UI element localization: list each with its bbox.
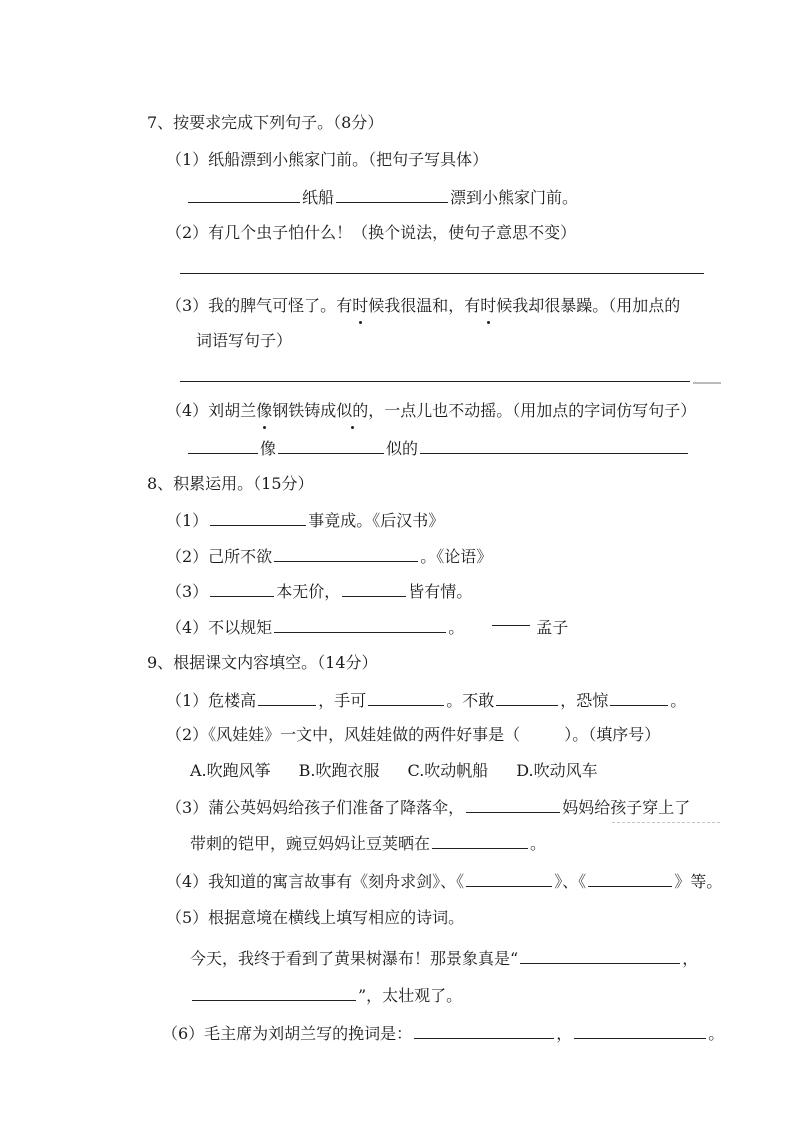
q8-4-text: （4）不以规矩 (166, 618, 273, 637)
q9-5-prompt: （5）根据意境在横线上填写相应的诗词。 (166, 908, 465, 927)
q7-3-prompt-cont: 词语写句子） (196, 331, 293, 350)
q9-1-text-5: 。 (670, 691, 687, 710)
q7-3-prompt (166, 295, 680, 317)
q9-1-text-3: 。不敢 (446, 691, 495, 710)
answer-blank[interactable] (588, 870, 672, 887)
q8-4 (166, 616, 568, 639)
answer-blank[interactable] (520, 947, 680, 964)
answer-blank[interactable] (496, 689, 558, 706)
answer-blank[interactable] (258, 689, 316, 706)
q9-6-text-2: ， (556, 1024, 573, 1043)
q8-2-text: （2）己所不欲 (166, 547, 273, 566)
answer-blank[interactable] (192, 984, 356, 1001)
option-a: A.吹跑风筝 (190, 761, 271, 780)
q7-3-dotted-2: 有时候 (464, 296, 513, 315)
q9-6-text-3: 。 (708, 1024, 725, 1043)
answer-blank[interactable] (414, 1022, 554, 1039)
q9-4 (166, 870, 722, 893)
q9-5-text-2: ， (682, 949, 699, 968)
q7-4-dotted-1: 像 (256, 401, 273, 420)
q9-2 (166, 724, 660, 746)
answer-blank[interactable] (274, 616, 446, 633)
answer-blank[interactable] (420, 437, 688, 454)
option-b: B.吹跑衣服 (298, 761, 380, 780)
q9-4-text-2: 》、《 (554, 872, 587, 891)
q7-3-text-1: （3）我的脾气可怪了。 (166, 296, 337, 315)
answer-blank[interactable] (210, 509, 306, 526)
q7-1-word-2: 漂到小熊家门前。 (450, 188, 579, 207)
q9-6 (162, 1022, 724, 1045)
scan-smudge (693, 372, 721, 384)
answer-line[interactable] (180, 273, 704, 274)
q7-4-dotted-2: 似的 (336, 401, 369, 420)
q8-3 (166, 580, 472, 603)
q9-3-text-3: 带刺的铠甲，豌豆妈妈让豆荚晒在 (190, 834, 431, 853)
q7-4-word-2: 似的 (386, 439, 419, 458)
answer-blank[interactable] (466, 870, 552, 887)
q7-4-word-1: 像 (260, 439, 277, 458)
q7-3-text-2: 我很温和， (384, 296, 465, 315)
q7-1-prompt: （1）纸船漂到小熊家门前。（把句子写具体） (166, 150, 489, 169)
q8-4-after: 。 (448, 618, 465, 637)
q9-title: 9、根据课文内容填空。（14分） (147, 653, 378, 672)
q8-2-after: 。《论语》 (420, 547, 493, 566)
q7-4-text-3: ，一点儿也不动摇。（用加点的字词仿写句子） (368, 401, 697, 420)
answer-blank[interactable] (466, 796, 560, 813)
answer-line[interactable] (180, 381, 690, 382)
q9-4-text-3: 》等。 (674, 872, 723, 891)
q9-3-text-1: （3）蒲公英妈妈给孩子们准备了降落伞， (166, 798, 465, 817)
q9-3-cont (190, 832, 546, 855)
answer-blank[interactable] (188, 437, 258, 454)
q9-6-text-1: （6）毛主席为刘胡兰写的挽词是： (162, 1024, 413, 1043)
q9-5-text-1: 今天，我终于看到了黄果树瀑布！那景象真是“ (190, 949, 519, 968)
q8-3-mid: 本无价， (276, 582, 341, 601)
answer-blank[interactable] (278, 437, 384, 454)
option-d: D.吹动风车 (516, 761, 598, 780)
answer-blank[interactable] (336, 186, 448, 203)
q7-2-prompt: （2）有几个虫子怕什么！（换个说法，使句子意思不变） (166, 223, 577, 242)
q7-1-word-1: 纸船 (302, 188, 335, 207)
q8-title: 8、积累运用。（15分） (147, 474, 314, 493)
q9-1-text-1: （1）危楼高 (166, 691, 257, 710)
q9-5-line-1 (190, 947, 698, 970)
q9-5-text-3: ”，太壮观了。 (358, 986, 463, 1005)
q7-4-answer (186, 437, 690, 460)
answer-blank[interactable] (432, 832, 528, 849)
answer-blank[interactable] (574, 1022, 706, 1039)
q7-4-text-2: 钢铁铸成 (272, 401, 337, 420)
q7-1-answer (186, 186, 578, 209)
q9-2-options (190, 760, 626, 782)
q8-1 (166, 509, 444, 532)
answer-blank[interactable] (368, 689, 444, 706)
q7-3-text-3: 我却很暴躁。（用加点的 (512, 296, 681, 315)
q8-1-num: （1） (166, 511, 209, 530)
q7-4-prompt (166, 400, 696, 422)
option-c: C.吹动帆船 (407, 761, 489, 780)
answer-blank[interactable] (342, 580, 406, 597)
q9-1 (166, 689, 686, 712)
dash-mark (492, 616, 530, 626)
q7-3-dotted-1: 有时候 (336, 296, 385, 315)
answer-blank[interactable] (274, 545, 418, 562)
q9-1-text-4: ，恐惊 (560, 691, 609, 710)
q8-2 (166, 545, 492, 568)
q9-2-text-2: ）。（填序号） (564, 725, 661, 744)
q8-1-text: 事竟成。《后汉书》 (308, 511, 445, 530)
q9-2-text-1: （2）《风娃娃》一文中，风娃娃做的两件好事是（ (166, 725, 521, 744)
q9-1-text-2: ，手可 (318, 691, 367, 710)
q8-4-author: 孟子 (536, 618, 569, 637)
answer-blank[interactable] (210, 580, 274, 597)
q8-3-end: 皆有情。 (408, 582, 473, 601)
answer-blank[interactable] (188, 186, 300, 203)
q8-3-num: （3） (166, 582, 209, 601)
answer-blank[interactable] (610, 689, 668, 706)
q7-title: 7、按要求完成下列句子。（8分） (147, 113, 384, 132)
scan-smudge (612, 808, 720, 823)
q9-4-text-1: （4）我知道的寓言故事有《刻舟求剑》、《 (166, 872, 465, 891)
q9-3-text-4: 。 (530, 834, 547, 853)
q7-4-text-1: （4）刘胡兰 (166, 401, 257, 420)
q9-3-text-2: 妈妈给孩子穿上了 (562, 798, 691, 817)
q9-5-line-2 (190, 984, 462, 1007)
